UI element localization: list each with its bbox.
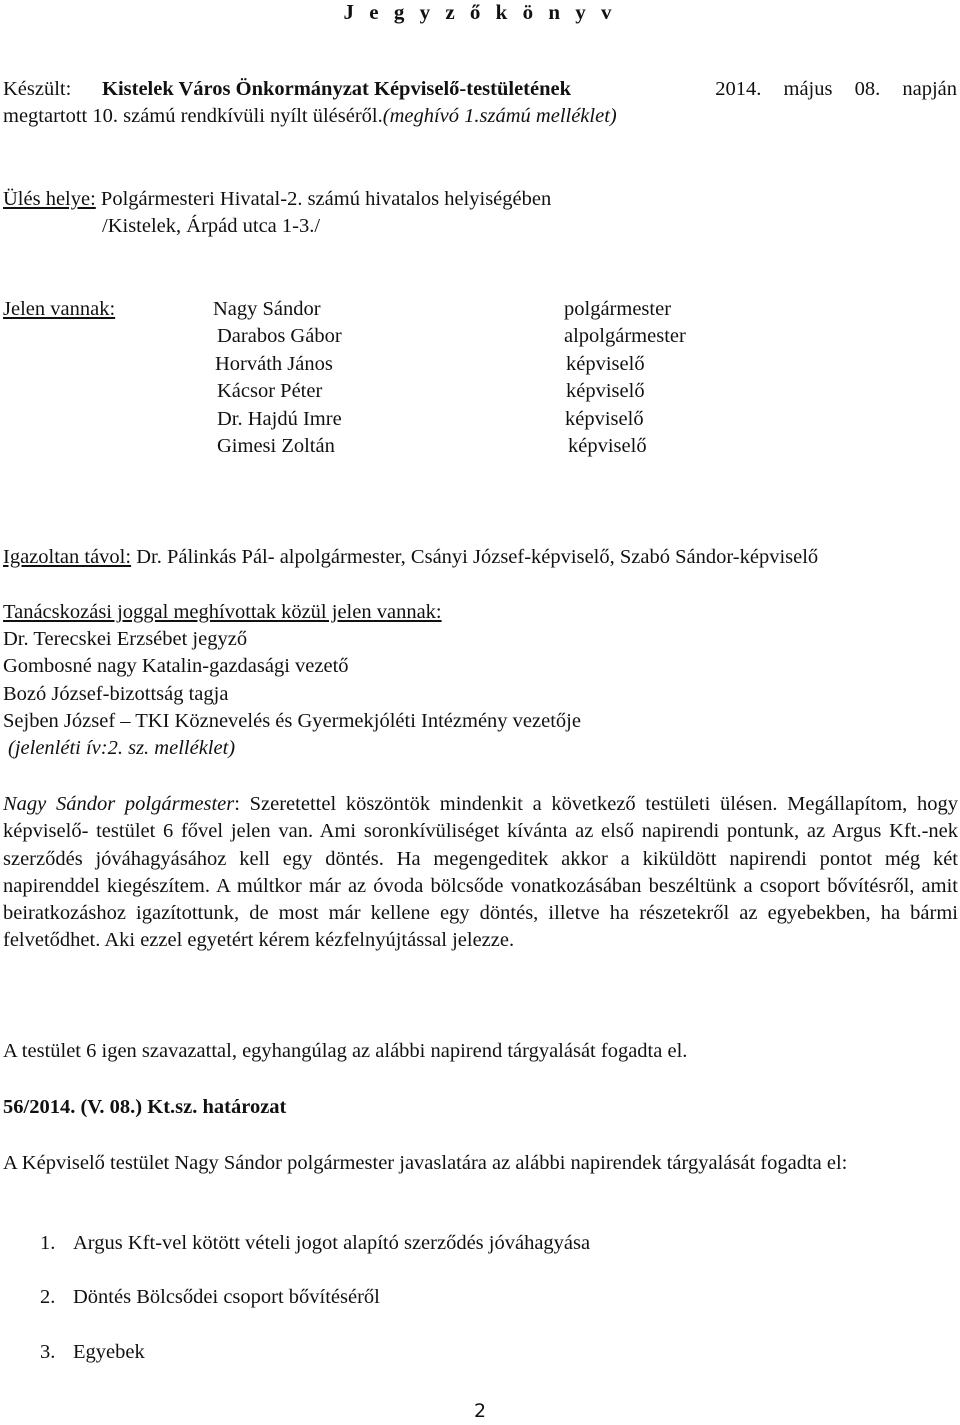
advisory-line: Gombosné nagy Katalin-gazdasági vezető (3, 655, 349, 677)
absent-names: Dr. Pálinkás Pál- alpolgármester, Csányi József-képviselő, Szabó Sándor-képviselő (131, 546, 819, 568)
member-name: Dr. Hajdú Imre (217, 408, 342, 430)
member-name: Darabos Gábor (217, 325, 342, 347)
member-role: alpolgármester (564, 325, 686, 347)
resolution-intro: A Képviselő testület Nagy Sándor polgármester javaslatára az alábbi napirendek tárgyalását fogadta el: (3, 1152, 848, 1174)
advisory-heading: Tanácskozási joggal meghívottak közül jelen vannak: (3, 601, 442, 623)
document-title: J e g y z ő k ö n y v (343, 0, 617, 24)
advisory-line: Bozó József-bizottság tagja (3, 683, 229, 705)
advisory-line: Dr. Terecskei Erzsébet jegyző (3, 628, 248, 650)
present-label: Jelen vannak: (3, 298, 116, 320)
agenda-item: Egyebek (73, 1341, 145, 1363)
venue-address: /Kistelek, Árpád utca 1-3./ (102, 215, 321, 237)
speaker-name: Nagy Sándor polgármester (3, 793, 235, 815)
page-number: 2 (473, 1400, 487, 1422)
agenda-number: 3. (40, 1341, 56, 1363)
keszult-date: 2014. május 08. napján (715, 78, 957, 100)
venue-label: Ülés helye: (3, 188, 96, 210)
member-role: képviselő (566, 380, 645, 402)
session-text: megtartott 10. számú rendkívüli nyílt üléséről. (3, 105, 383, 127)
session-line (3, 105, 617, 128)
keszult-label: Készült: (3, 78, 72, 100)
invitation-note: (meghívó 1.számú melléklet) (382, 105, 617, 127)
keszult-council: Kistelek Város Önkormányzat Képviselő-testületének (102, 78, 571, 100)
member-name: Gimesi Zoltán (217, 435, 335, 457)
member-role: képviselő (568, 435, 647, 457)
member-name: Nagy Sándor (213, 298, 321, 320)
venue-place: Polgármesteri Hivatal-2. számú hivatalos helyiségében (95, 188, 552, 210)
resolution-number: 56/2014. (V. 08.) Kt.sz. határozat (3, 1096, 287, 1118)
member-name: Horváth János (215, 353, 333, 375)
absent-line (3, 546, 818, 569)
member-role: polgármester (564, 298, 672, 320)
member-name: Kácsor Péter (217, 380, 323, 402)
attendance-note: (jelenléti ív:2. sz. melléklet) (8, 737, 236, 759)
venue-line (3, 188, 551, 211)
member-role: képviselő (566, 353, 645, 375)
agenda-item: Döntés Bölcsődei csoport bővítéséről (73, 1286, 380, 1308)
member-role: képviselő (565, 408, 644, 430)
advisory-line: Sejben József – TKI Köznevelés és Gyermekjóléti Intézmény vezetője (3, 710, 581, 732)
absent-label: Igazoltan távol: (3, 546, 132, 568)
agenda-number: 1. (40, 1232, 56, 1254)
mayor-speech (3, 791, 958, 955)
speech-text: : Szeretettel köszöntök mindenkit a következő testületi ülésen. Megállapítom, hogy képviselő- testület 6 fővel jelen van. Ami soronkívüliséget kívánta az első napirendi pontunk, az Argus Kft.-nek szerződés jóváhagyásához kell egy döntés. Ha megengeditek akkor a kiküldött napirendi pontot még két napirenddel kiegészítem. A múltkor már az óvoda bölcsőde vonatkozásában beszéltünk a csoport bővítésről, amit beiratkozáshoz igazítottunk, de most már kellene egy döntés, illetve ha részetekről az egyebekben, ha bármi felvetődhet. Aki ezzel egyetért kérem kézfelnyújtással jelezze. (3, 793, 958, 952)
agenda-number: 2. (40, 1286, 56, 1308)
vote-result: A testület 6 igen szavazattal, egyhangúlag az alábbi napirend tárgyalását fogadta el. (3, 1040, 688, 1062)
agenda-item: Argus Kft-vel kötött vételi jogot alapító szerződés jóváhagyása (73, 1232, 591, 1254)
